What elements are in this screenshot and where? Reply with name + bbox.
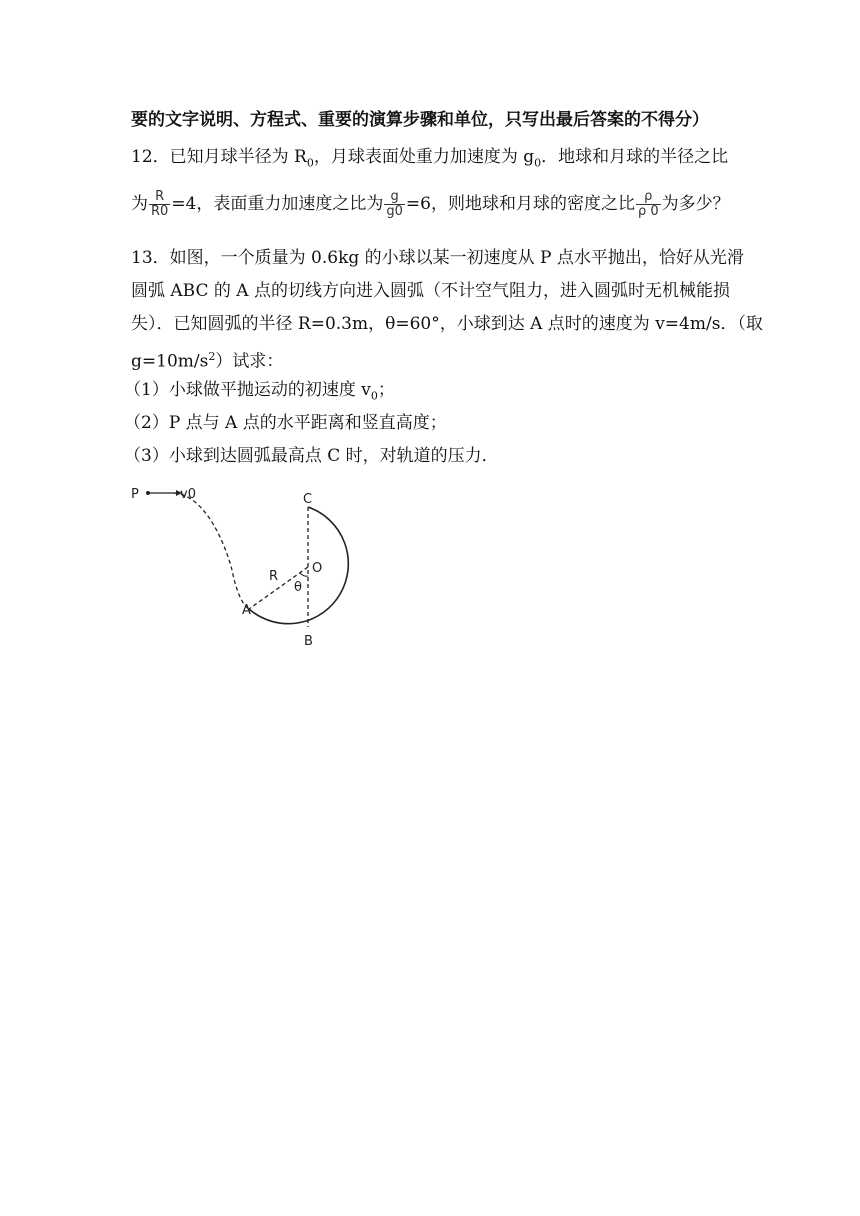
q13-line-2: 圆弧 ABC 的 A 点的切线方向进入圆弧（不计空气阻力，进入圆弧时无机械能损 — [131, 281, 730, 301]
q13-part-2: （2）P 点与 A 点的水平距离和竖直高度； — [124, 413, 447, 433]
q12-line-1: 12．已知月球半径为 $R_0$，月球表面处重力加速度为 $g_0$．地球和月球的半径之比 — [131, 147, 729, 170]
projectile-arc-diagram — [124, 480, 384, 660]
theta-angle-mark — [300, 573, 308, 576]
label-v0: v0 — [180, 487, 196, 502]
fraction-g-over-g0: $\frac{g}{g0}$ — [386, 189, 403, 219]
q13-part-1: （1）小球做平抛运动的初速度 $v_0$； — [124, 380, 395, 403]
label-c: C — [303, 492, 313, 507]
label-theta: θ — [294, 580, 302, 595]
projectile-trajectory — [174, 493, 249, 609]
point-p-dot — [146, 491, 150, 495]
label-o: O — [312, 561, 323, 576]
label-p: P — [131, 487, 139, 502]
q13-part-3: （3）小球到达圆弧最高点 C 时，对轨道的压力． — [124, 446, 499, 466]
circular-track-arc — [249, 507, 348, 624]
fraction-rho-over-rho0: $\frac{\rho}{\rho 0}$ — [637, 189, 659, 219]
label-a: A — [242, 603, 251, 618]
q12-line-2: 为 $\frac{R}{R0}$ =4，表面重力加速度之比为 $\frac{g}{g0}$ =6，则地球和月球的密度之比 $\frac{\rho}{\rho 0}$ 为多少？ — [131, 189, 730, 219]
instruction-continuation: 要的文字说明、方程式、重要的演算步骤和单位，只写出最后答案的不得分） — [131, 110, 709, 130]
label-r: R — [269, 569, 279, 584]
q13-line-1: 13．如图，一个质量为 0.6kg 的小球以某一初速度从 P 点水平抛出，恰好从光滑 — [131, 248, 744, 268]
q13-line-3: 失）．已知圆弧的半径 R=0.3m，θ=60°，小球到达 A 点时的速度为 v=4m/s．（取 — [131, 314, 763, 334]
label-b: B — [304, 634, 313, 649]
q13-line-4: $g=10m/s^2$）试求： — [131, 350, 284, 372]
fraction-r-over-r0: $\frac{R}{R0}$ — [151, 189, 169, 219]
